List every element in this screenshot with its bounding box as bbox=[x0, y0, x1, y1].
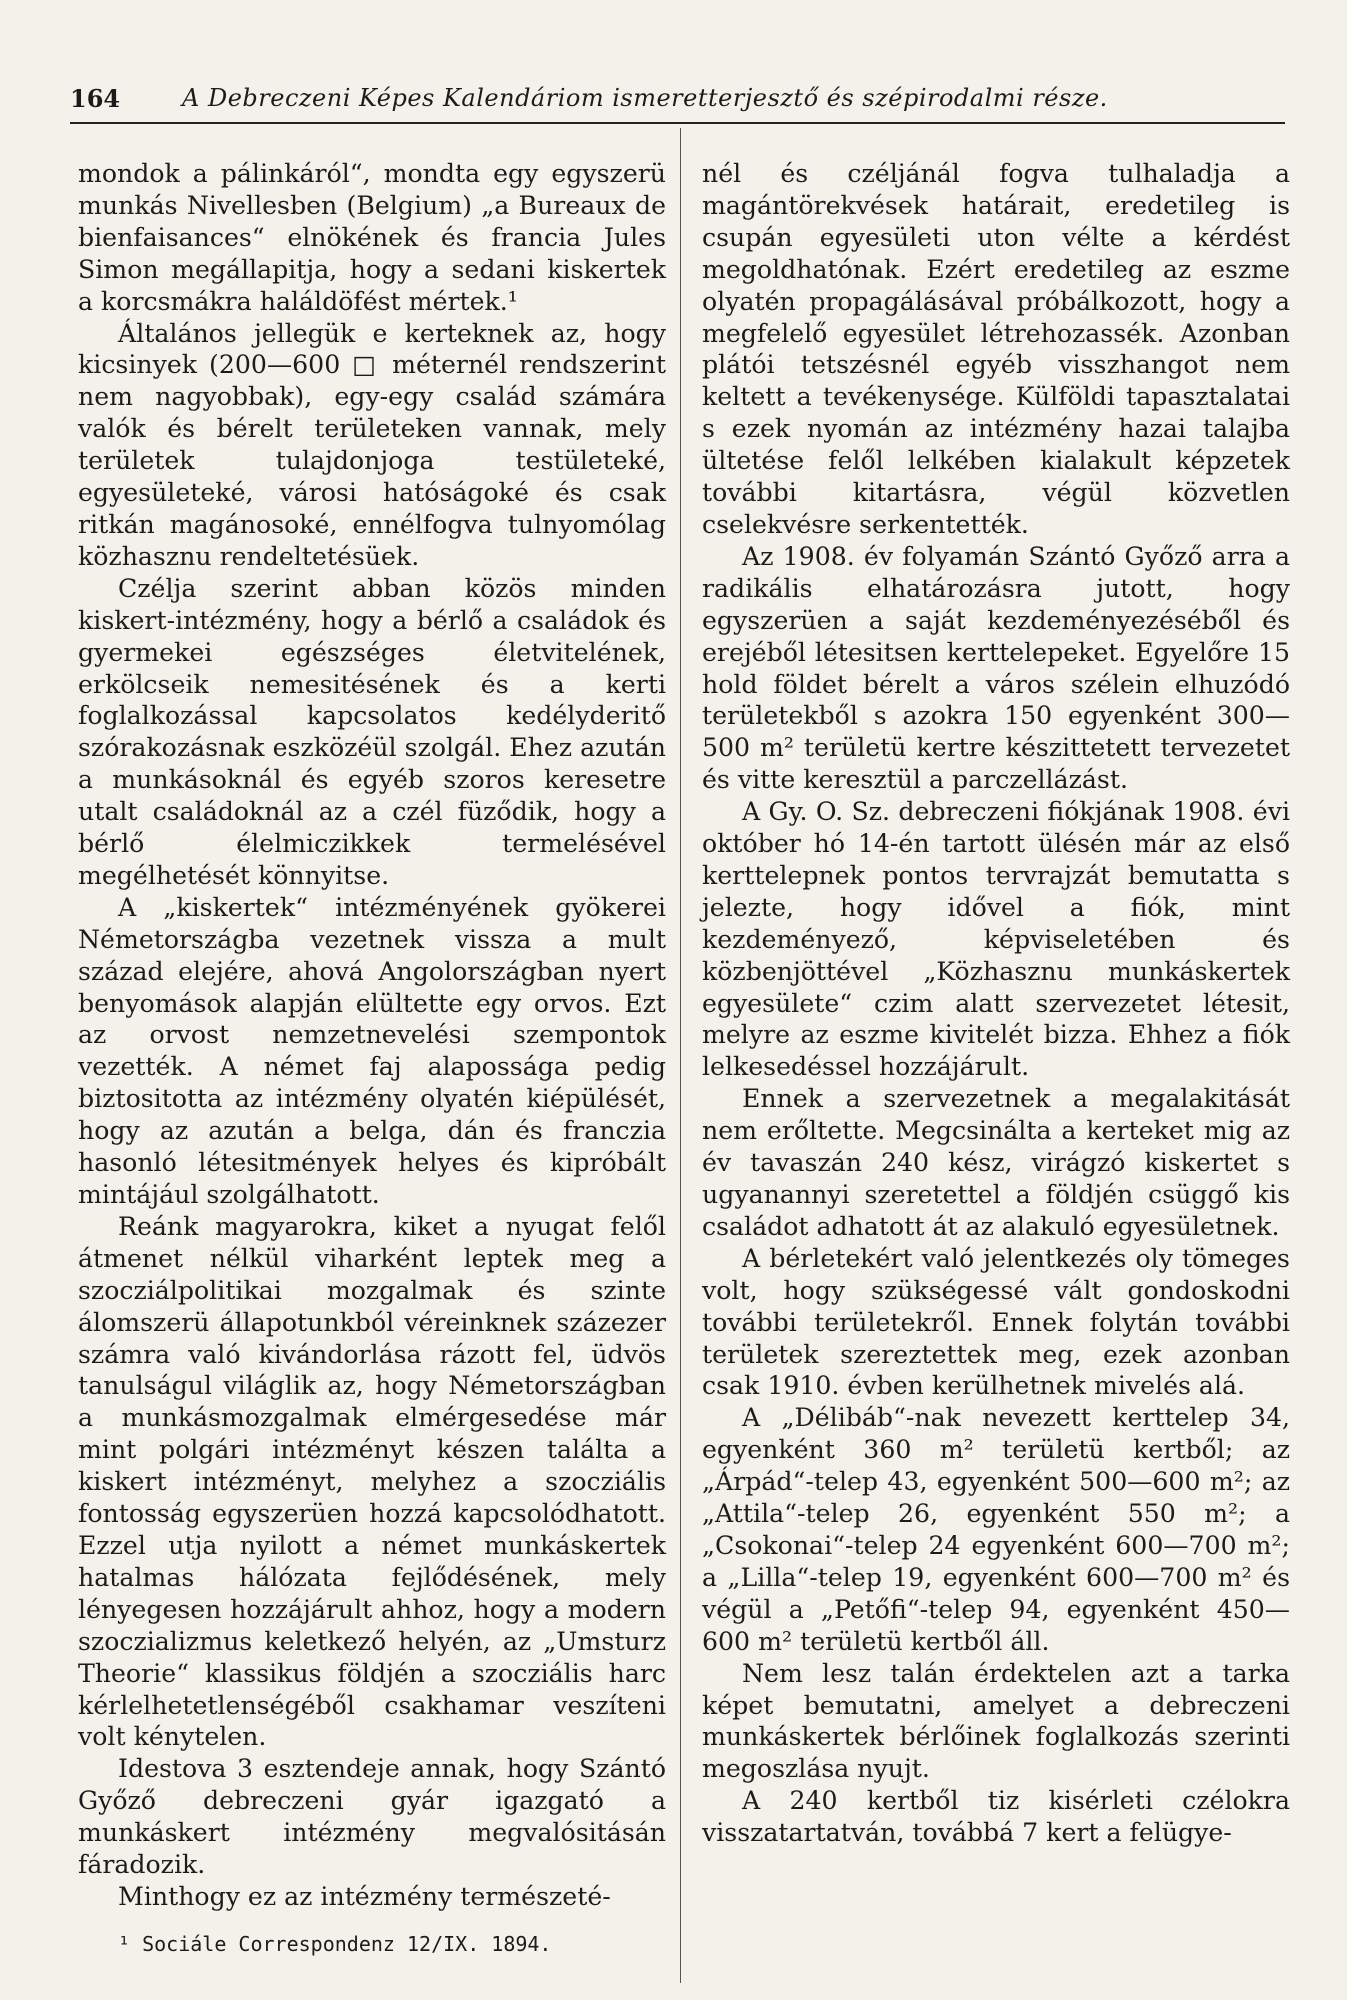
paragraph: Czélja szerint abban közös minden kiskert-intézmény, hogy a bérlő a családok és gyermekei egészséges életvitelének, erkölcseik nemesitésének és a kerti foglalkozással kapcsolatos kedélyderitő szórakozásnak eszközéül szolgál. Ehez azután a munkásoknál és egyéb szoros keresetre utalt családoknál az a czél füződik, hogy a bérlő élelmiczikkek termelésével megélhetését könnyitse. bbox=[78, 573, 666, 890]
paragraph: Az 1908. év folyamán Szántó Győző arra a radikális elhatározásra jutott, hogy egyszerüen a saját kezdeményezéséből és erejéből létesitsen kerttelepeket. Egyelőre 15 hold földet bérelt a város szélein elhuzódó területekből s azokra 150 egyenként 300—500 m² területü kertre készittetett tervezetet és vitte keresztül a parczellázást. bbox=[702, 541, 1290, 795]
footnote: ¹ Sociále Correspondenz 12/IX. 1894. bbox=[118, 1932, 552, 1956]
paragraph: Reánk magyarokra, kiket a nyugat felől átmenet nélkül viharként leptek meg a szocziálpolitikai mozgalmak és szinte álomszerü állapotunkból véreinknek százezer számra való kivándorlása rázott fel, üdvös tanulságul világlik az, hogy Németországban a munkásmozgalmak elmérgesedése már mint polgári intézményt készen találta a kiskert intézményt, melyhez a szocziális fontosság egyszerüen hozzá kapcsolódhatott. Ezzel utja nyilott a német munkáskertek hatalmas hálózata fejlődésének, mely lényegesen hozzájárult ahhoz, hogy a modern szoczializmus keletkező helyén, az „Umsturz Theorie“ klassikus földjén a szocziális harc kérlelhetetlenségéből csakhamar veszíteni volt kénytelen. bbox=[78, 1211, 666, 1752]
paragraph: Idestova 3 esztendeje annak, hogy Szántó Győző debreczeni gyár igazgató a munkáskert intézmény megvalósitásán fáradozik. bbox=[78, 1754, 666, 1880]
paragraph: nél és czéljánál fogva tulhaladja a magántörekvések határait, eredetileg is csupán egyesületi uton vélte a kérdést megoldhatónak. Ezért eredetileg az eszme olyatén propagálásával próbálkozott, hogy a megfelelő egyesület létrehozassék. Azonban plátói tetszésnél egyéb visszhangot nem keltett a tevékenysége. Külföldi tapasztalatai s ezek nyomán az intézmény hazai talajba ültetése felől lelkében kialakult képzetek további kitartásra, végül közvetlen cselekvésre serkentették. bbox=[702, 159, 1290, 539]
paragraph: A „Délibáb“-nak nevezett kerttelep 34, egyenként 360 m² területü kertből; az „Árpád“-telep 43, egyenként 500—600 m²; az „Attila“-telep 26, egyenként 550 m²; a „Csokonai“-telep 24 egyenként 600—700 m²; a „Lilla“-telep 19, egyenként 600—700 m² és végül a „Petőfi“-telep 94, egyenként 450—600 m² területü kertből áll. bbox=[702, 1403, 1290, 1656]
page-header bbox=[70, 78, 1285, 124]
paragraph: Nem lesz talán érdektelen azt a tarka képet bemutatni, amelyet a debreczeni munkáskertek bérlőinek foglalkozás szerinti megoszlása nyujt. bbox=[702, 1658, 1290, 1784]
paragraph: Minthogy ez az intézmény természeté- bbox=[118, 1881, 611, 1911]
paragraph: A „kiskertek“ intézményének gyökerei Németországba vezetnek vissza a mult század elejére, ahová Angolországban nyert benyomások alapján elültette egy orvos. Ezt az orvost nemzetnevelési szempontok vezették. A német faj alapossága pedig biztositotta az intézmény olyatén kiépülését, hogy az azután a belga, dán és franczia hasonló létesitmények helyes és kipróbált mintájául szolgálhatott. bbox=[78, 892, 666, 1209]
paragraph: A 240 kertből tiz kisérleti czélokra visszatartatván, továbbá 7 kert a felügye- bbox=[702, 1786, 1290, 1848]
paragraph: Ennek a szervezetnek a megalakitását nem erőltette. Megcsinálta a kerteket mig az év tavaszán 240 kész, virágzó kiskertet s ugyanannyi szeretettel a földjén csüggő kis családot adhatott át az alakuló egyesületnek. bbox=[702, 1084, 1290, 1241]
page-number: 164 bbox=[70, 84, 121, 113]
paragraph: Általános jellegük e kerteknek az, hogy kicsinyek (200—600 □ méternél rendszerint nem nagyobbak), egy-egy család számára valók és bérelt területeken vannak, mely területek tulajdonjoga testületeké, egyesületeké, városi hatóságoké és csak ritkán magánosoké, ennélfogva tulnyomólag közhasznu rendeltetésüek. bbox=[78, 318, 666, 571]
column-divider bbox=[680, 128, 681, 1983]
paragraph: A bérletekért való jelentkezés oly tömeges volt, hogy szükségessé vált gondoskodni további területekről. Ennek folytán további területek szereztettek meg, ezek azonban csak 1910. évben kerülhetnek mivelés alá. bbox=[702, 1243, 1290, 1401]
left-column bbox=[78, 158, 666, 1913]
running-title: A Debreczeni Képes Kalendáriom ismeretterjesztő és szépirodalmi része. bbox=[182, 84, 1108, 112]
paragraph: A Gy. O. Sz. debreczeni fiókjának 1908. évi október hó 14-én tartott ülésén már az első kerttelepnek pontos tervrajzát bemutatta s jelezte, hogy idővel a fiók, mint kezdeményező, képviseletében és közbenjöttével „Közhasznu munkáskertek egyesülete“ czim alatt szervezetet létesit, melyre az eszme kivitelét bizza. Ehhez a fiók lelkesedéssel hozzájárult. bbox=[702, 797, 1290, 1082]
paragraph: mondok a pálinkáról“, mondta egy egyszerü munkás Nivellesben (Belgium) „a Bureaux de bienfaisances“ elnökének és francia Jules Simon megállapitja, hogy a sedani kiskertek a korcsmákra haláldöfést mértek.¹ bbox=[78, 159, 666, 316]
right-column bbox=[702, 158, 1290, 1849]
